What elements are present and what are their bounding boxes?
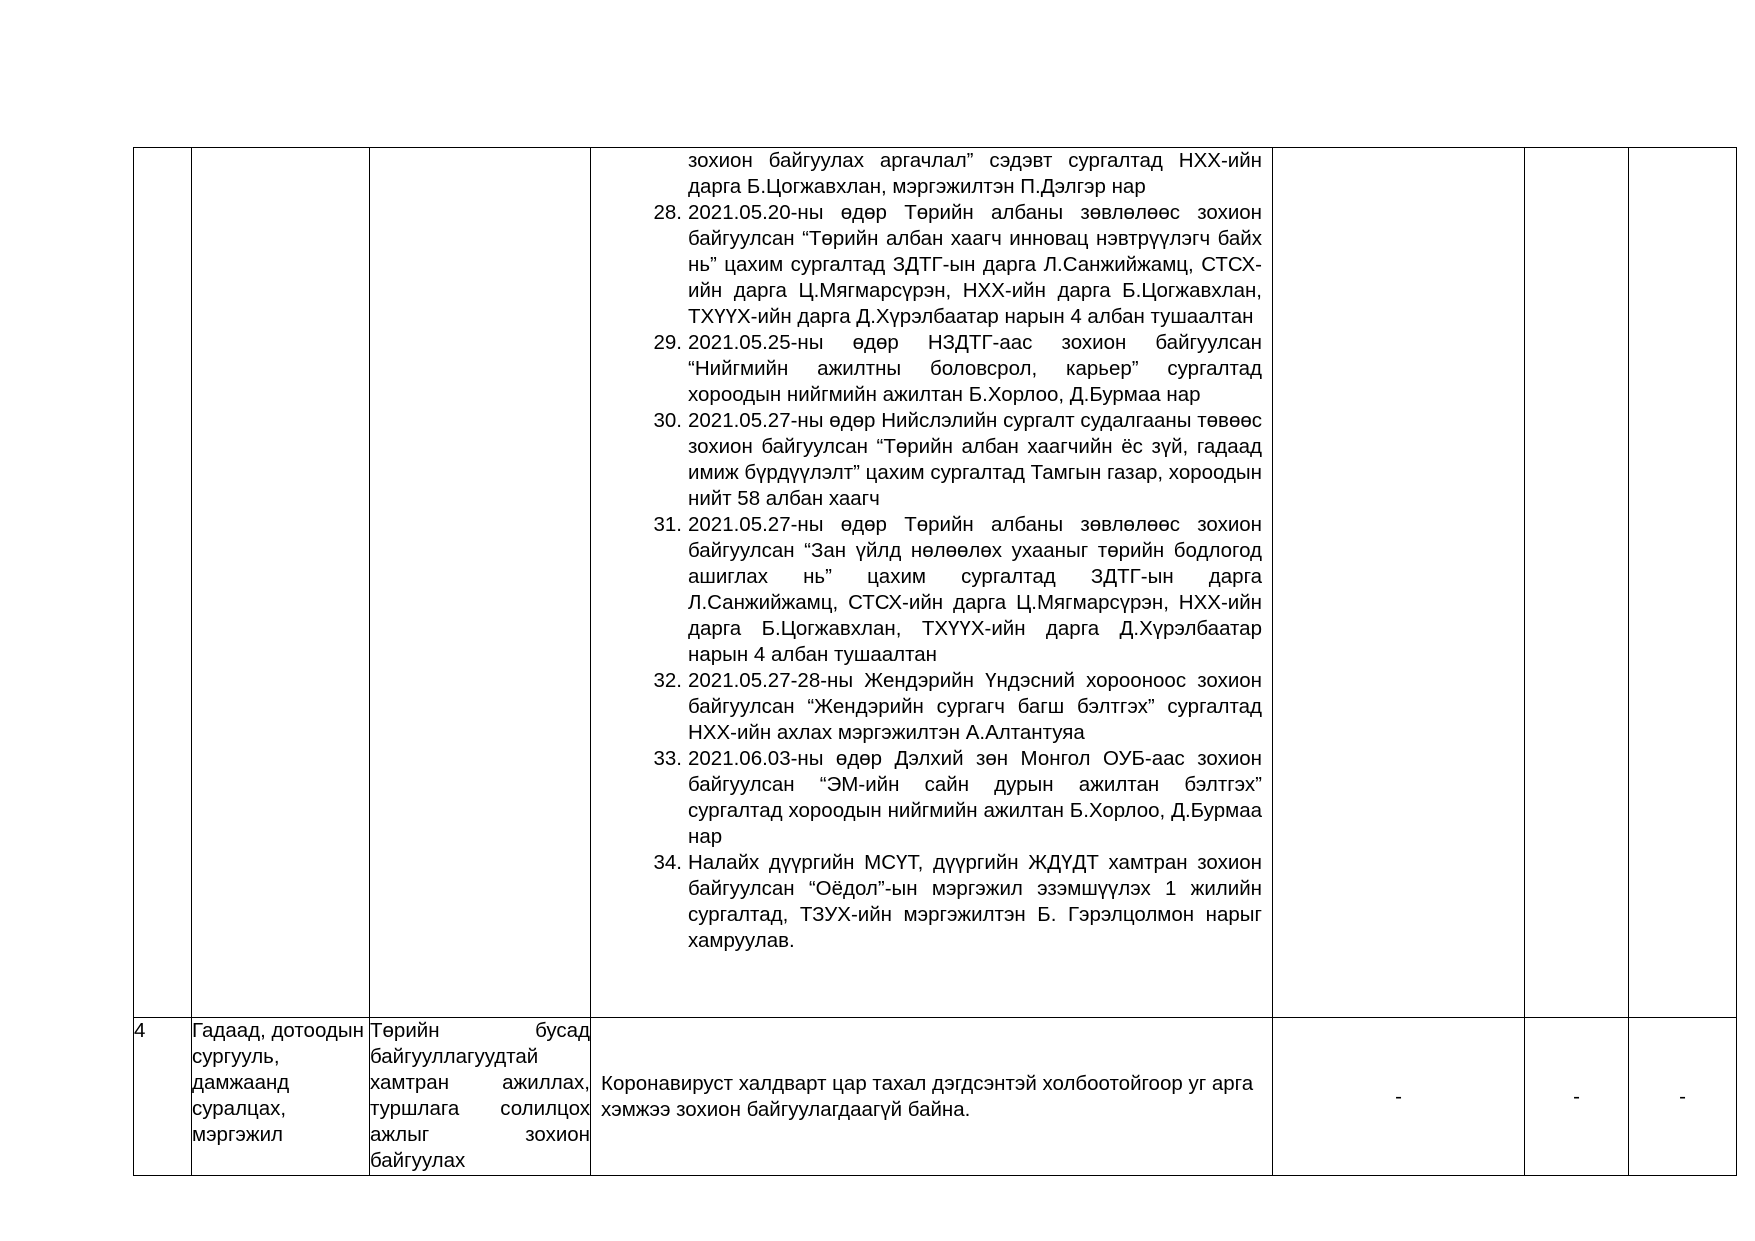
list-item	[591, 668, 1262, 746]
table-cell-activity: Гадаад, дотоодын сургууль, дамжаанд суралцах, мэргэжил	[192, 1018, 370, 1176]
table-cell-activity	[192, 148, 370, 1018]
list-continuation-text: зохион байгуулах аргачлал” сэдэвт сургалтад НХХ-ийн дарга Б.Цогжавхлан, мэргэжилтэн П.Дэлгэр нар	[688, 149, 1262, 198]
list-item-number: 33.	[653, 747, 682, 770]
table-cell-task: Төрийн бусад байгууллагуудтай хамтран ажиллах, туршлага солилцох ажлыг зохион байгуулах	[370, 1018, 591, 1176]
list-item-text: 2021.06.03-ны өдөр Дэлхий зөн Монгол ОУБ-аас зохион байгуулсан “ЭМ-ийн сайн дурын ажилтан бэлтгэх” сургалтад хороодын нийгмийн ажилтан Б.Хорлоо, Д.Бурмаа нар	[688, 747, 1262, 848]
table-cell-note	[1629, 148, 1737, 1018]
list-item-number: 31.	[653, 513, 682, 536]
list-item	[591, 746, 1262, 850]
table-cell-number: 4	[134, 1018, 192, 1176]
table-cell-percent	[1525, 1018, 1629, 1176]
list-item	[591, 512, 1262, 668]
implementation-list	[591, 200, 1272, 954]
list-item-number: 29.	[653, 331, 682, 354]
table-cell-percent	[1525, 148, 1629, 1018]
table-cell-implementation	[591, 1018, 1273, 1176]
list-item-number: 28.	[653, 201, 682, 224]
list-item-text: 2021.05.27-28-ны Жендэрийн Үндэсний хорооноос зохион байгуулсан “Жендэрийн сургагч багш бэлтгэх” сургалтад НХХ-ийн ахлах мэргэжилтэн А.Алтантуяа	[688, 669, 1262, 744]
table-cell-task	[370, 148, 591, 1018]
list-item-number: 32.	[653, 669, 682, 692]
list-item-text: 2021.05.27-ны өдөр Нийслэлийн сургалт судалгааны төвөөс зохион байгуулсан “Төрийн албан хаагчийн ёс зүй, гадаад имиж бүрдүүлэлт” цахим сургалтад Тамгын газар, хороодын нийт 58 албан хаагч	[688, 409, 1262, 510]
list-item-text: 2021.05.25-ны өдөр НЗДТГ-аас зохион байгуулсан “Нийгмийн ажилтны боловсрол, карьер” сургалтад хороодын нийгмийн ажилтан Б.Хорлоо, Д.Бурмаа нар	[688, 331, 1262, 406]
list-item	[591, 850, 1262, 954]
table-cell-note	[1629, 1018, 1737, 1176]
list-item-number: 30.	[653, 409, 682, 432]
list-item-text: 2021.05.27-ны өдөр Төрийн албаны зөвлөлөөс зохион байгуулсан “Зан үйлд нөлөөлөх ухааныг төрийн бодлогод ашиглах нь” цахим сургалтад ЗДТГ-ын дарга Л.Санжийжамц, СТСХ-ийн дарга Ц.Мягмарсүрэн, НХХ-ийн дарга Б.Цогжавхлан, ТХҮҮХ-ийн дарга Д.Хүрэлбаатар нарын 4 албан тушаалтан	[688, 513, 1262, 666]
table-cell-result	[1273, 148, 1525, 1018]
dash-mark: -	[1679, 1084, 1686, 1108]
table-cell-implementation	[591, 148, 1273, 1018]
table-row	[134, 1018, 1737, 1176]
list-item	[591, 330, 1262, 408]
list-item-text: 2021.05.20-ны өдөр Төрийн албаны зөвлөлөөс зохион байгуулсан “Төрийн албан хаагч инновац нэвтрүүлэгч байх нь” цахим сургалтад ЗДТГ-ын дарга Л.Санжийжамц, СТСХ-ийн дарга Ц.Мягмарсүрэн, НХХ-ийн дарга Б.Цогжавхлан, ТХҮҮХ-ийн дарга Д.Хүрэлбаатар нарын 4 албан тушаалтан	[688, 201, 1262, 328]
list-item	[591, 408, 1262, 512]
dash-mark: -	[1395, 1084, 1402, 1108]
dash-mark: -	[1573, 1084, 1580, 1108]
implementation-text: Коронавируст халдварт цар тахал дэгдсэнтэй холбоотойгоор уг арга хэмжээ зохион байгуулагдаагүй байна.	[601, 1071, 1254, 1121]
table-cell-number	[134, 148, 192, 1018]
report-table	[133, 147, 1737, 1176]
list-item	[591, 200, 1262, 330]
list-item-text: Налайх дүүргийн МСҮТ, дүүргийн ЖДҮДТ хамтран зохион байгуулсан “Оёдол”-ын мэргэжил эзэмшүүлэх 1 жилийн сургалтад, ТЗУХ-ийн мэргэжилтэн Б. Гэрэлцолмон нарыг хамруулав.	[688, 851, 1262, 952]
table-cell-result	[1273, 1018, 1525, 1176]
table-row	[134, 148, 1737, 1018]
list-item-number: 34.	[653, 851, 682, 874]
